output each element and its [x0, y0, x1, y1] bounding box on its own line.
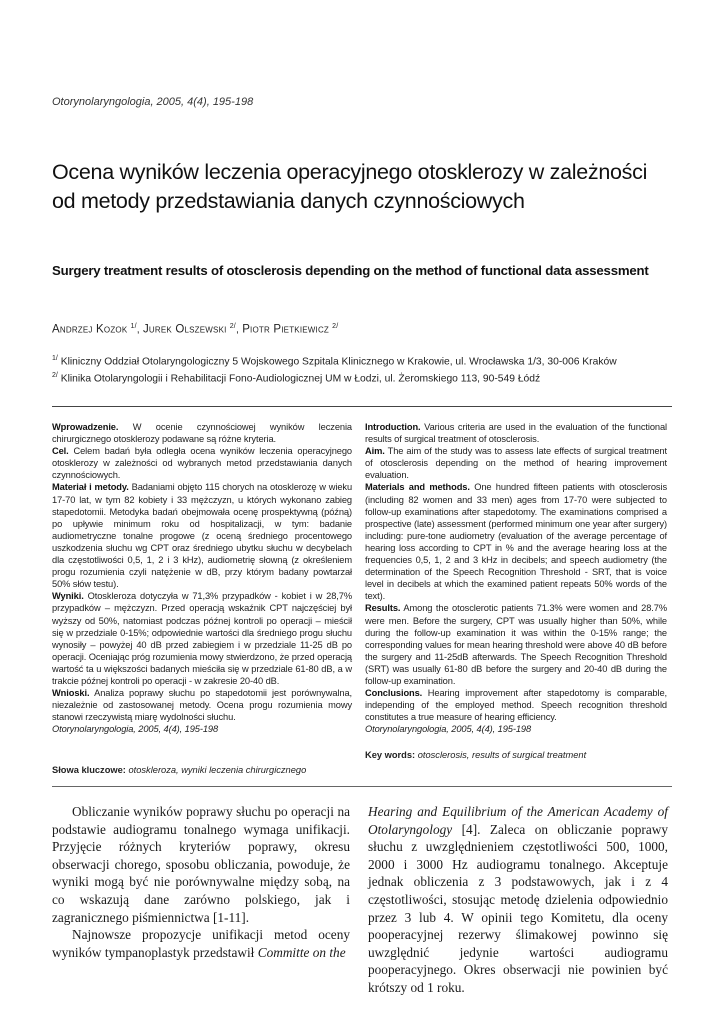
abstract-citation: Otorynolaryngologia, 2005, 4(4), 195-198	[52, 724, 219, 735]
article-title: Ocena wyników leczenia operacyjnego otosklerozy w zależności od metody przedstawiania danych czynnościowych	[52, 160, 648, 213]
affiliation-line	[52, 369, 692, 386]
abstract-methods: Materiał i metody. Badaniami objęto 115 chorych na otosklerozę w wieku 17-70 lat, w tym 82 kobiety i 33 mężczyzn, u których wykonano zabieg stapedotomii. Metodyka badań obejmowała ocenę prospektywną (późną) po upływie minimum roku od hospitalizacji, w tym: badanie audiometryczne tonalne progowe (z oceną średniego procentowego uszkodzenia słuchu wg CPT oraz średniego ubytku słuchu w decybelach dla częstotliwości 0,5, 1, 2 i 3 kHz), audiometrię słowną (z określeniem progu rozumienia czyli natężenie w dB, przy którym badany powtarzał 50% słów testu).	[52, 482, 353, 590]
header-divider	[52, 406, 672, 407]
abstract-polish	[52, 421, 352, 735]
body-column-right	[368, 803, 668, 997]
abstract-intro: Wprowadzenie. W ocenie czynnościowej wyników leczenia chirurgicznego otosklerozy podawane są różne kryteria.	[52, 422, 352, 445]
keywords-label: Słowa kluczowe:	[52, 765, 126, 775]
affiliation-line	[52, 352, 692, 369]
author-name: Jurek Olszewski	[142, 323, 227, 336]
keywords-english	[365, 750, 586, 760]
abstract-english	[365, 421, 667, 735]
author-list: Andrzej Kozok $^{1/}$, Jurek Olszewski $^{2/}$, Piotr Pietkiewicz $^{2/}$	[52, 323, 339, 336]
author-affiliation-mark: 2/	[332, 323, 339, 330]
abstract-aim: Cel. Celem badań była odległa ocena wyników leczenia operacyjnego otosklerozy w zależności od wybranych metod przedstawiania danych czynnościowych.	[52, 446, 352, 481]
affiliation-mark: 2/	[52, 372, 58, 380]
keywords-polish	[52, 765, 306, 775]
author-affiliation-mark: 2/	[229, 323, 236, 330]
affiliation-mark: 1/	[52, 355, 58, 362]
body-column-left	[52, 803, 350, 961]
affiliation-text: Kliniczny Oddział Otolaryngologiczny 5 Wojskowego Szpitala Klinicznego w Krakowie, ul. Wrocławska 1/3, 30-006 Kraków	[60, 356, 617, 368]
abstract-intro: Introduction. Various criteria are used in the evaluation of the functional results of surgical treatment of otosclerosis.	[365, 422, 667, 445]
author-name: Piotr Pietkiewicz	[242, 323, 330, 336]
author-name: Andrzej Kozok	[52, 323, 128, 336]
body-paragraph: Najnowsze propozycje unifikacji metod oceny wyników tympanoplastyk przedstawił Committe on the	[52, 927, 350, 960]
keywords-text: otosclerosis, results of surgical treatment	[417, 750, 587, 760]
abstract-methods: Materials and methods. One hundred fifteen patients with otosclerosis (including 82 women and 33 men) ages from 17-70 were subjected to follow-up examinations after stapedotomy. The examinations comprised a prospective (late) assessment (performed minimum one year after surgery) including: pure-tone audiometry (evaluation of the average percentage of hearing loss according to CPT in % and the average hearing loss at the frequencies 0,5, 1, 2 and 3 kHz in decibels; and speech audiometry (the determination of the Speech Recognition Threshold - SRT, that is voice level in decibels at which the examined patient repeats 50% words of the text).	[365, 482, 667, 602]
keywords-label: Key words:	[365, 750, 416, 760]
affiliation-text: Klinika Otolaryngologii i Rehabilitacji Fono-Audiologicznej UM w Łodzi, ul. Żeromskiego 113, 90-549 Łódź	[60, 373, 541, 385]
author-affiliation-mark: 1/	[130, 323, 137, 330]
abstract-divider	[52, 786, 672, 787]
body-paragraph: Hearing and Equilibrium of the American Academy of Otolaryngology [4]. Zaleca on obliczanie poprawy słuchu z uwzględnieniem częstotliwości 500, 1000, 2000 i 3000 Hz audiogramu tonalnego. Akceptuje jednak obliczenia z 3 podstawowych, jak i z 4 częstotliwości, stosując metodę dzielenia odpowiednio przez 3 lub 4. W opinii tego Komitetu, dla oceny pooperacyjnej rezerwy ślimakowej powinno się uwzględnić jedynie wartości audiogramu pooperacyjnego. Okres obserwacji nie powinien być krótszy od 1 roku.	[368, 804, 668, 995]
abstract-conclusions: Wnioski. Analiza poprawy słuchu po stapedotomii jest porównywalna, niezależnie od zastosowanej metody. Ocena progu rozumienia mowy stanowi rzeczywistą miarę wydolności słuchu.	[52, 688, 352, 723]
abstract-aim: Aim. The aim of the study was to assess late effects of surgical treatment of otosclerosis depending on the method of hearing improvement evaluation.	[365, 446, 667, 481]
affiliations	[52, 352, 692, 387]
article-title-english: Surgery treatment results of otosclerosis depending on the method of functional data assessment	[52, 263, 649, 278]
journal-reference: Otorynolaryngologia, 2005, 4(4), 195-198	[52, 96, 254, 108]
abstract-results: Results. Among the otosclerotic patients 71.3% were women and 28.7% were men. Before the surgery, CPT was usually higher than 50%, while during the follow-up examination it was within the 0-15% range; the corresponding values for mean hearing threshold were above 40 dB before the surgery and 11-25dB afterwards. The Speech Recognition Threshold (SRT) was usually 61-80 dB before the surgery and 20-40 dB during the follow-up examination.	[365, 603, 667, 686]
keywords-text: otoskleroza, wyniki leczenia chirurgicznego	[128, 765, 307, 775]
abstract-results: Wyniki. Otoskleroza dotyczyła w 71,3% przypadków - kobiet i w 28,7% przypadków – mężczyzn. Przed operacją wskaźnik CPT najczęściej był wyższy od 50%, natomiast podczas późnej kontroli po operacji – mieścił się w przedziale 0-15%; odpowiednie wartości dla średniego progu słuchu wynosiły – powyżej 40 dB przed zabiegiem i w przedziale 11-25 dB po operacji. Oceniając próg rozumienia mowy stwierdzono, że przed operacją wartość ta u większości badanych mieściła się w przedziale 61-80 dB, a w trakcie późnej kontroli po operacji - w zakresie 20-40 dB.	[52, 591, 353, 686]
abstract-conclusions: Conclusions. Hearing improvement after stapedotomy is comparable, independing of the employed method. Speech recognition threshold constitutes a true measure of hearing efficiency.	[365, 688, 668, 723]
body-paragraph: Obliczanie wyników poprawy słuchu po operacji na podstawie audiogramu tonalnego wymaga unifikacji. Przyjęcie różnych kryteriów poprawy, okresu obserwacji chorego, sposobu obliczania, powoduje, że wyniki mogą być nie porównywalne między sobą, na co wskazują dane zarówno polskiego, jak i zagranicznego piśmiennictwa [1-11].	[52, 804, 350, 925]
abstract-citation: Otorynolaryngologia, 2005, 4(4), 195-198	[365, 724, 532, 735]
